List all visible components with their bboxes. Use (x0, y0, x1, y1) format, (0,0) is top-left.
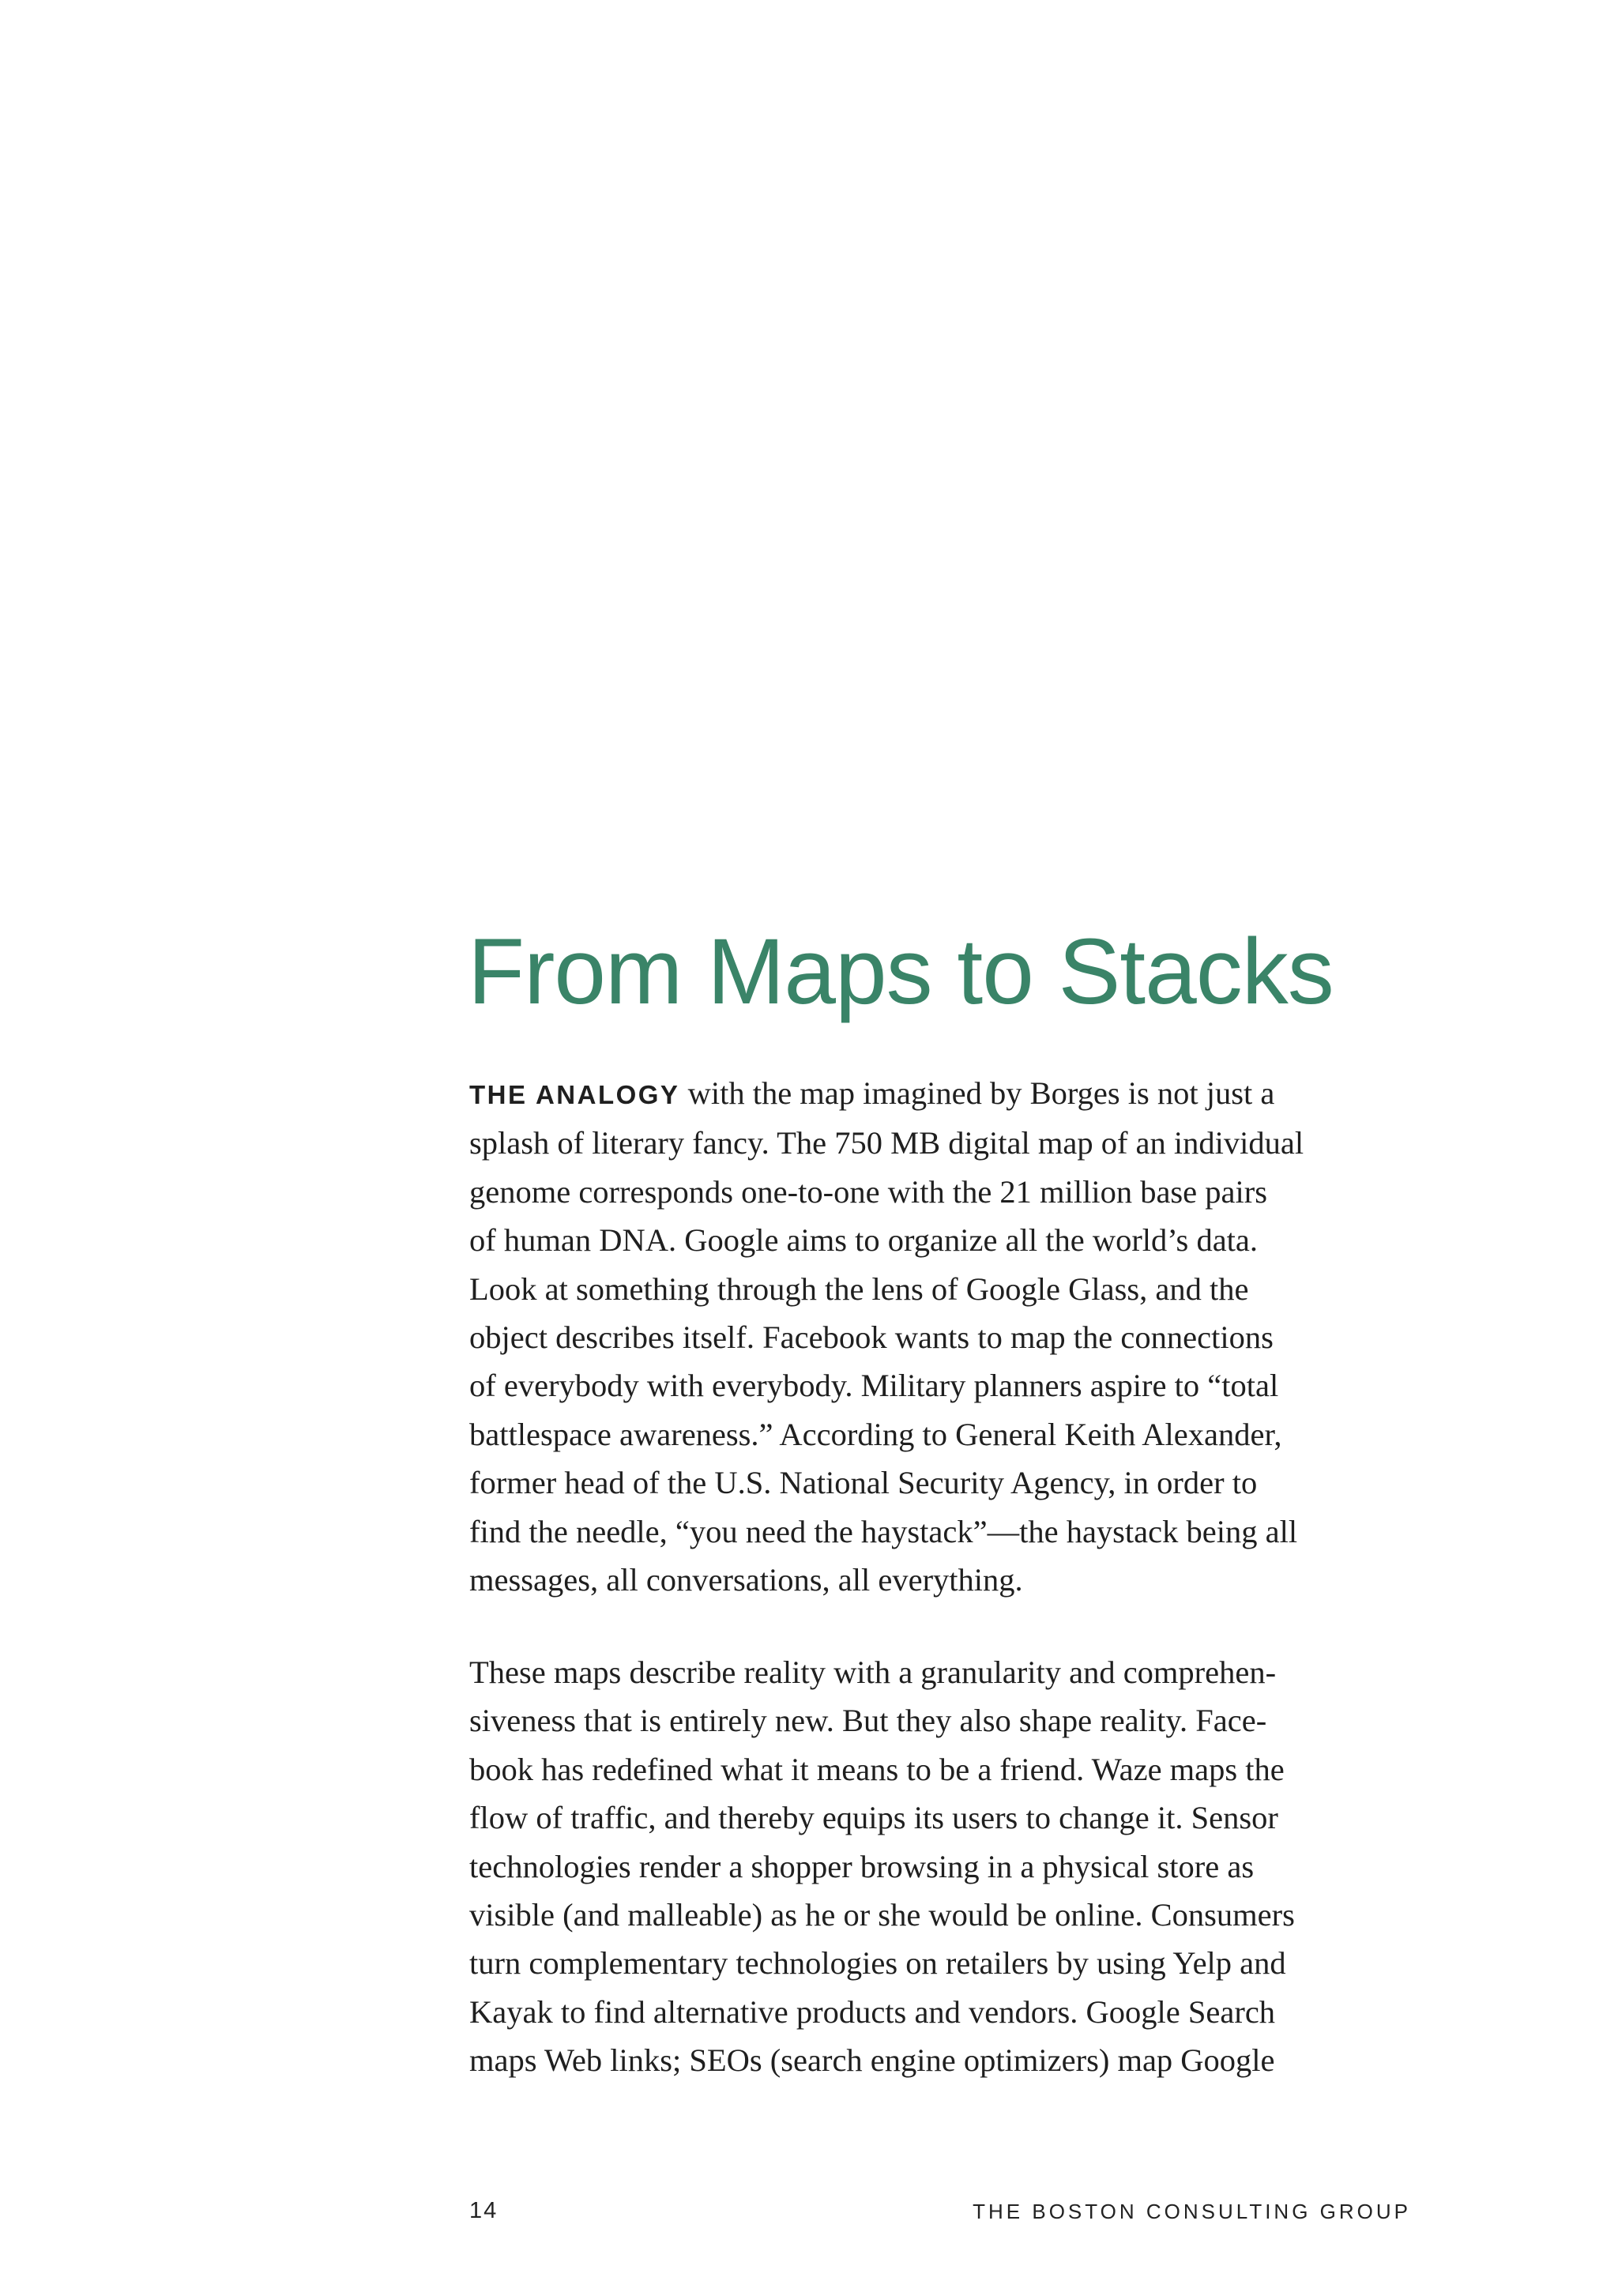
paragraph-line: of human DNA. Google aims to organize all the world’s data. (469, 1222, 1259, 1259)
paragraph-line: turn complementary technologies on retailers by using Yelp and (469, 1945, 1286, 1982)
paragraph-line: splash of literary fancy. The 750 MB digital map of an individual (469, 1125, 1304, 1161)
paragraph-line (469, 1069, 1417, 1119)
paragraph-2 (469, 1648, 1417, 2085)
paragraph-line: find the needle, “you need the haystack”—the haystack being all (469, 1513, 1298, 1549)
paragraph-line: maps Web links; SEOs (search engine optimizers) map Google (469, 2042, 1275, 2079)
paragraph-line: Kayak to find alternative products and vendors. Google Search (469, 1993, 1276, 2030)
paragraph-line-text: with the map imagined by Borges is not just a (679, 1075, 1275, 1111)
paragraph-line: former head of the U.S. National Security Agency, in order to (469, 1465, 1258, 1501)
paragraph-line: Look at something through the lens of Google Glass, and the (469, 1270, 1249, 1307)
paragraph-line: battlespace awareness.” According to General Keith Alexander, (469, 1416, 1282, 1452)
paragraph-line: technologies render a shopper browsing in a physical store as (469, 1848, 1255, 1884)
paragraph-line: siveness that is entirely new. But they also shape reality. Face- (469, 1703, 1267, 1739)
paragraph-line: These maps describe reality with a granularity and comprehen- (469, 1654, 1277, 1690)
paragraph-line: book has redefined what it means to be a friend. Waze maps the (469, 1751, 1285, 1787)
publisher-name: THE BOSTON CONSULTING GROUP (973, 2200, 1411, 2223)
page-title: From Maps to Stacks (468, 920, 1334, 1024)
page-number: 14 (469, 2198, 499, 2223)
paragraph-line: genome corresponds one-to-one with the 21 million base pairs (469, 1173, 1268, 1210)
paragraph-line: object describes itself. Facebook wants to map the connections (469, 1319, 1274, 1356)
paragraph-line: visible (and malleable) as he or she would be online. Consumers (469, 1897, 1295, 1933)
paragraph-1 (469, 1069, 1417, 1604)
paragraph-line: messages, all conversations, all everything. (469, 1562, 1023, 1598)
paragraph-line: flow of traffic, and thereby equips its users to change it. Sensor (469, 1800, 1278, 1836)
paragraph-line: of everybody with everybody. Military planners aspire to “total (469, 1368, 1279, 1404)
lead-in-caps: THE ANALOGY (469, 1080, 680, 1109)
